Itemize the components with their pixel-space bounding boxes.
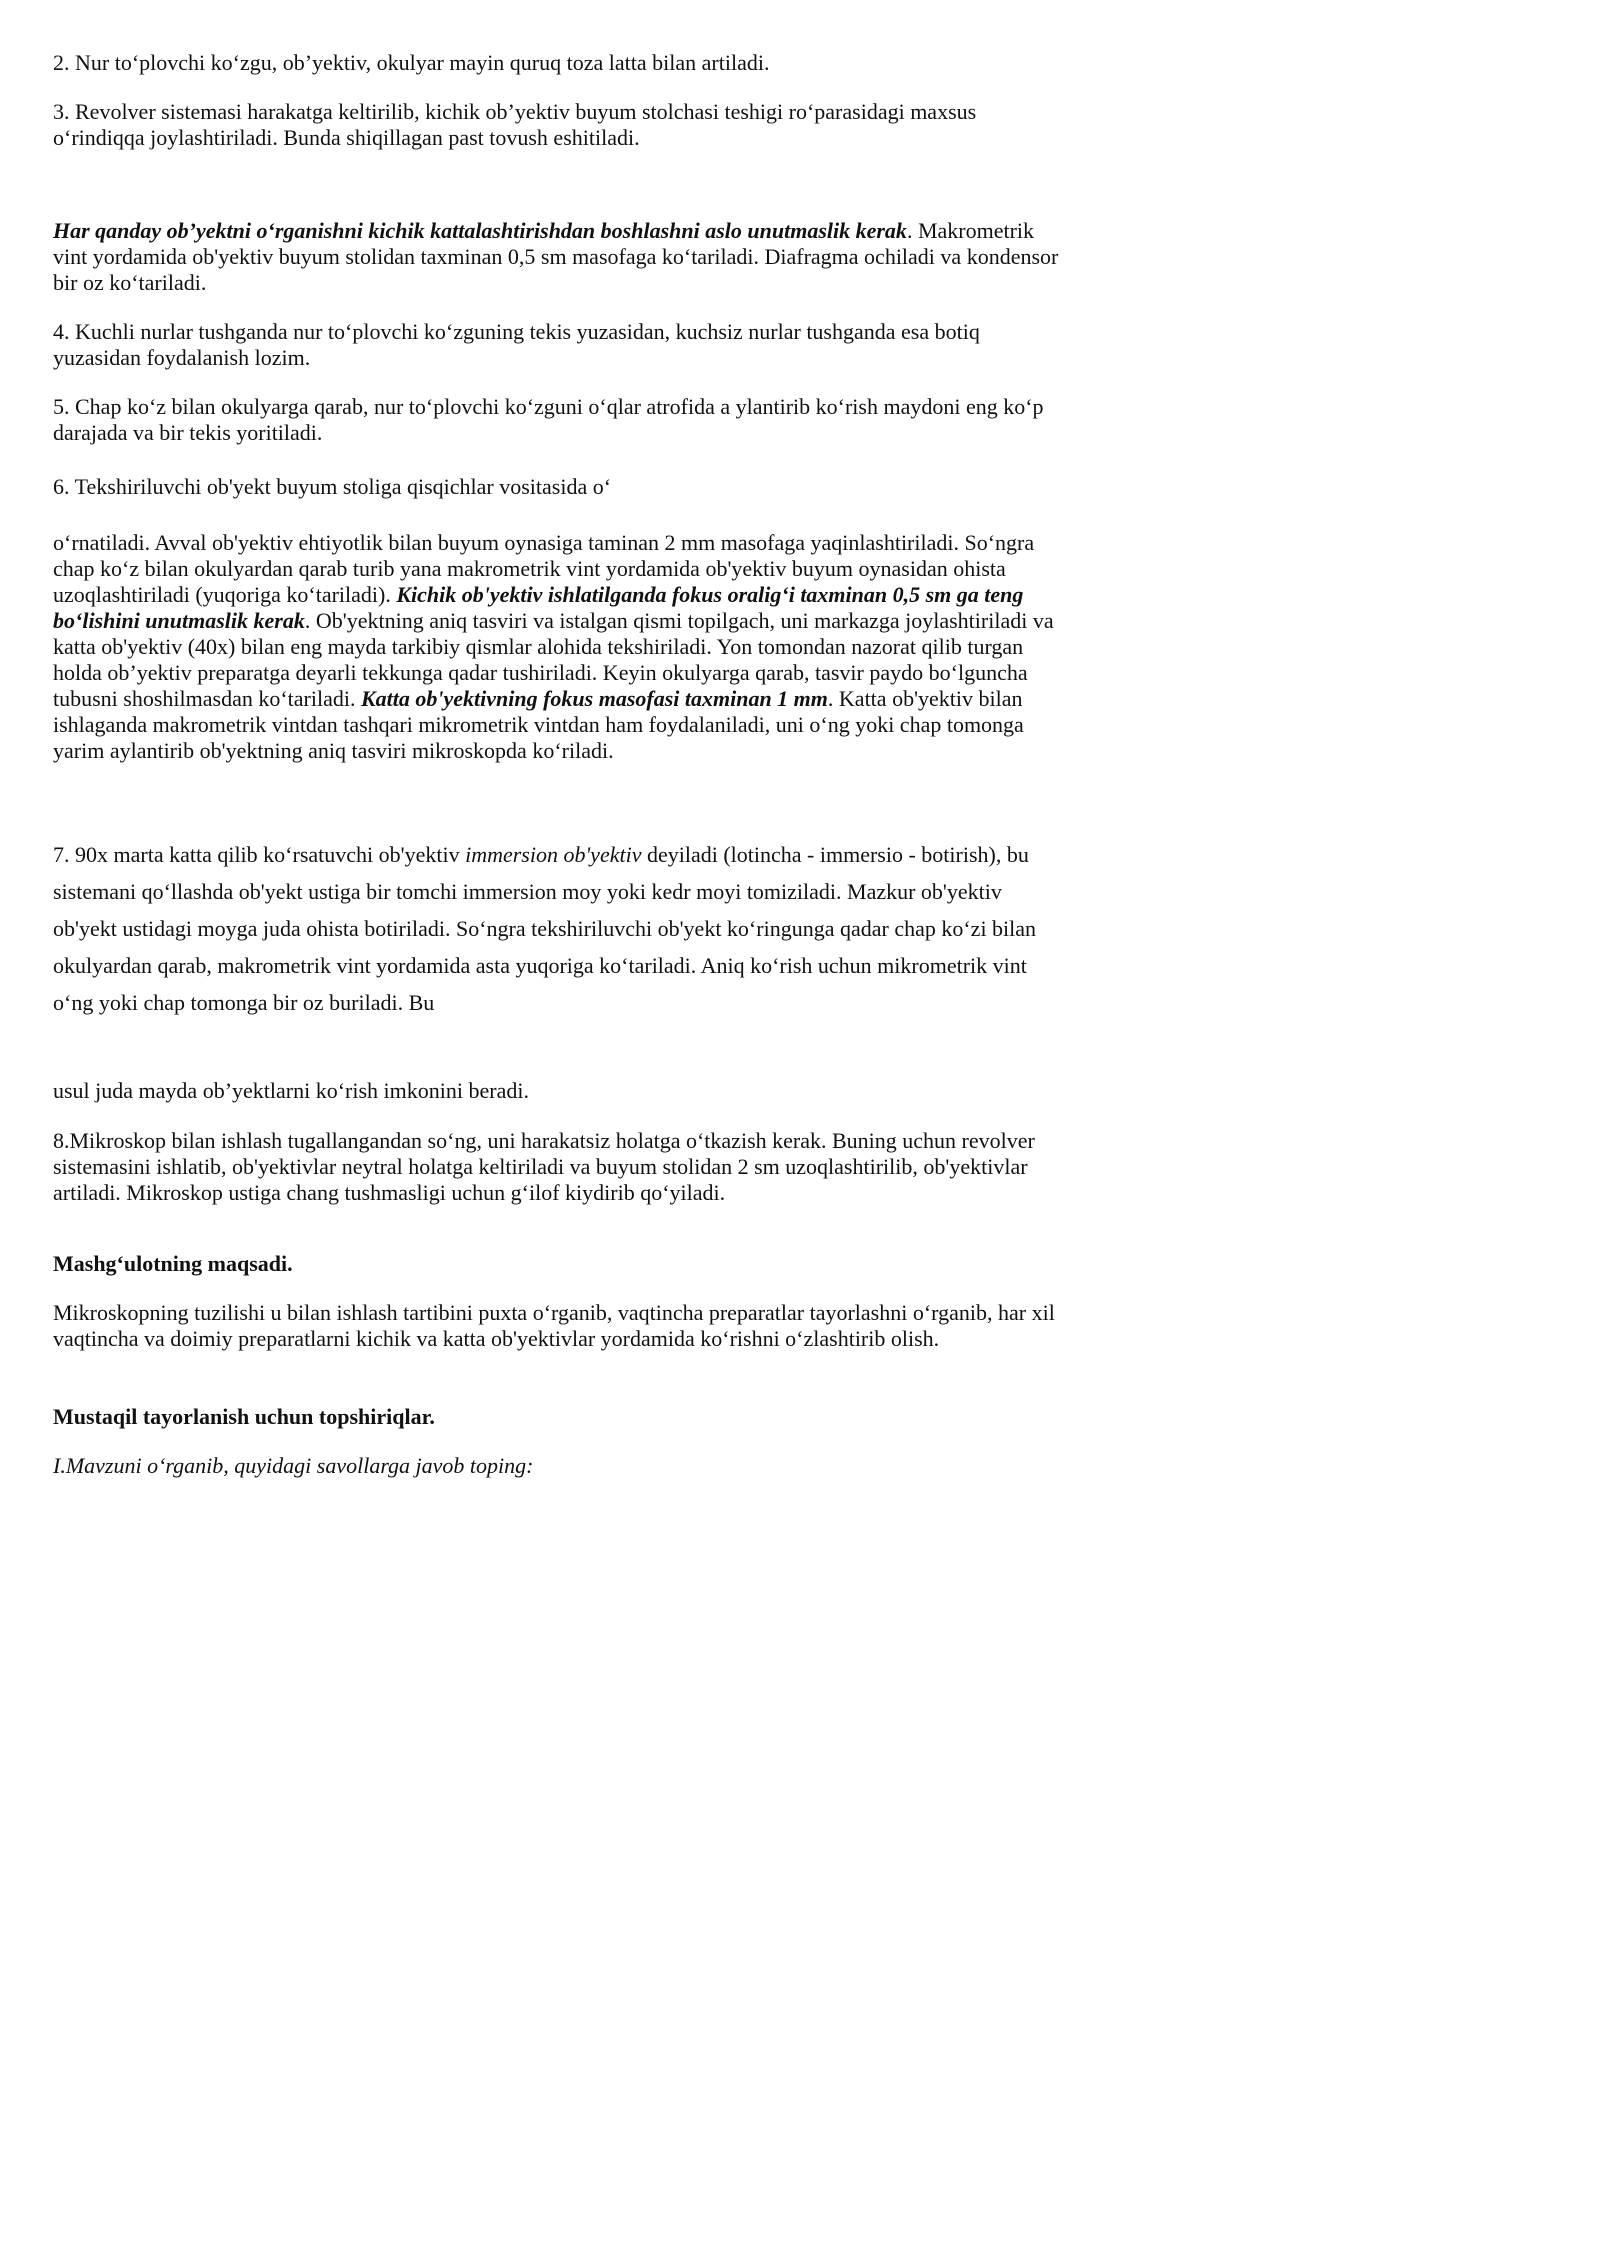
paragraph-step-4: 4. Kuchli nurlar tushganda nur to‘plovchi ko‘zguning tekis yuzasidan, kuchsiz nurlar tushganda esa botiq yuzasidan foydalanish lozim. [53,319,980,370]
paragraph-step-3: 3. Revolver sistemasi harakatga keltirilib, kichik ob’yektiv buyum stolchasi teshigi ro‘parasidagi maxsus o‘rindiqqa joylashtiriladi. Bunda shiqillagan past tovush eshitiladi. [53,99,977,150]
paragraph-step-6: 6. Tekshiriluvchi ob'yekt buyum stoliga qisqichlar vositasida o‘ [53,474,612,499]
step-6-text-3: . Katta ob'yektiv bilan ishlaganda makrometrik vintdan tashqari mikrometrik vintdan ham foydalaniladi, uni o‘ng yoki chap tomonga yarim aylantirib ob'yektning aniq tasviri mikroskopda ko‘riladi. [53,686,1024,763]
paragraph-step-7-continued: usul juda mayda ob’yektlarni ko‘rish imkonini beradi. [53,1078,529,1103]
rule-emphasis: Har qanday ob’yektni o‘rganishni kichik kattalashtirishdan boshlashni aslo unutmaslik kerak [53,218,907,243]
rule-text: . Makrometrik vint yordamida ob'yektiv buyum stolidan taxminan 0,5 sm masofaga ko‘tariladi. Diafragma ochiladi va kondensor bir oz ko‘tariladi. [53,218,1059,295]
paragraph-step-5: 5. Chap ko‘z bilan okulyarga qarab, nur to‘plovchi ko‘zguni o‘qlar atrofida a ylantirib ko‘rish maydoni eng ko‘p darajada va bir tekis yoritiladi. [53,394,1044,445]
paragraph-step-2: 2. Nur to‘plovchi ko‘zgu, ob’yektiv, okulyar mayin quruq toza latta bilan artiladi. [53,50,770,75]
paragraph-step-7 [53,836,1063,1021]
step-7-text-1: 7. 90x marta katta qilib ko‘rsatuvchi ob'yektiv [53,842,466,867]
step-6-emphasis-1: Kichik ob'yektiv ishlatilganda fokus oralig‘i taxminan 0,5 sm ga teng bo‘lishini unutmaslik kerak [53,582,1024,633]
step-6-text-1: o‘rnatiladi. Avval ob'yektiv ehtiyotlik bilan buyum oynasiga taminan 2 mm masofaga yaqinlashtiriladi. So‘ngra chap ko‘z bilan okulyardan qarab turib yana makrometrik vint yordamida ob'yektiv buyum oynasidan ohista uzoqlashtiriladi (yuqoriga ko‘tariladi). [53,530,1035,607]
heading-goal: Mashg‘ulotning maqsadi. [53,1251,293,1276]
paragraph-goal: Mikroskopning tuzilishi u bilan ishlash tartibini puxta o‘rganib, vaqtincha preparatlar tayorlashni o‘rganib, har xil vaqtincha va doimiy preparatlarni kichik va katta ob'yektivlar yordamida ko‘rishni o‘zlashtirib olish. [53,1300,1055,1351]
step-6-emphasis-2: Katta ob'yektivning fokus masofasi taxminan 1 mm [360,686,828,711]
step-7-text-2: deyiladi (lotincha - immersio - botirish), bu sistemani qo‘llashda ob'yekt ustiga bir tomchi immersion moy yoki kedr moyi tomiziladi. Mazkur ob'yektiv ob'yekt ustidagi moyga juda ohista botiriladi. So‘ngra tekshiriluvchi ob'yekt ko‘ringunga qadar chap ko‘zi bilan okulyardan qarab, makrometrik vint yordamida asta yuqoriga ko‘tariladi. Aniq ko‘rish uchun mikrometrik vint o‘ng yoki chap tomonga bir oz buriladi. Bu [53,842,1037,1015]
paragraph-rule [53,218,1063,296]
tasks-intro: I.Mavzuni o‘rganib, quyidagi savollarga javob toping: [53,1453,534,1478]
paragraph-step-6-continued [53,530,1063,764]
step-6-text-2: . Ob'yektning aniq tasviri va istalgan qismi topilgach, uni markazga joylashtiriladi va katta ob'yektiv (40x) bilan eng mayda tarkibiy qismlar alohida tekshiriladi. Yon tomondan nazorat qilib turgan holda ob’yektiv preparatga deyarli tekkunga qadar tushiriladi. Keyin okulyarga qarab, tasvir paydo bo‘lguncha tubusni shoshilmasdan ko‘tariladi. [53,608,1054,711]
paragraph-step-8: 8.Mikroskop bilan ishlash tugallangandan so‘ng, uni harakatsiz holatga o‘tkazish kerak. Buning uchun revolver sistemasini ishlatib, ob'yektivlar neytral holatga keltiriladi va buyum stolidan 2 sm uzoqlashtirilib, ob'yektivlar artiladi. Mikroskop ustiga chang tushmasligi uchun g‘ilof kiydirib qo‘yiladi. [53,1128,1035,1205]
document-page [0,0,1112,1574]
heading-tasks: Mustaqil tayorlanish uchun topshiriqlar. [53,1404,435,1429]
step-7-term: immersion ob'yektiv [465,842,642,867]
